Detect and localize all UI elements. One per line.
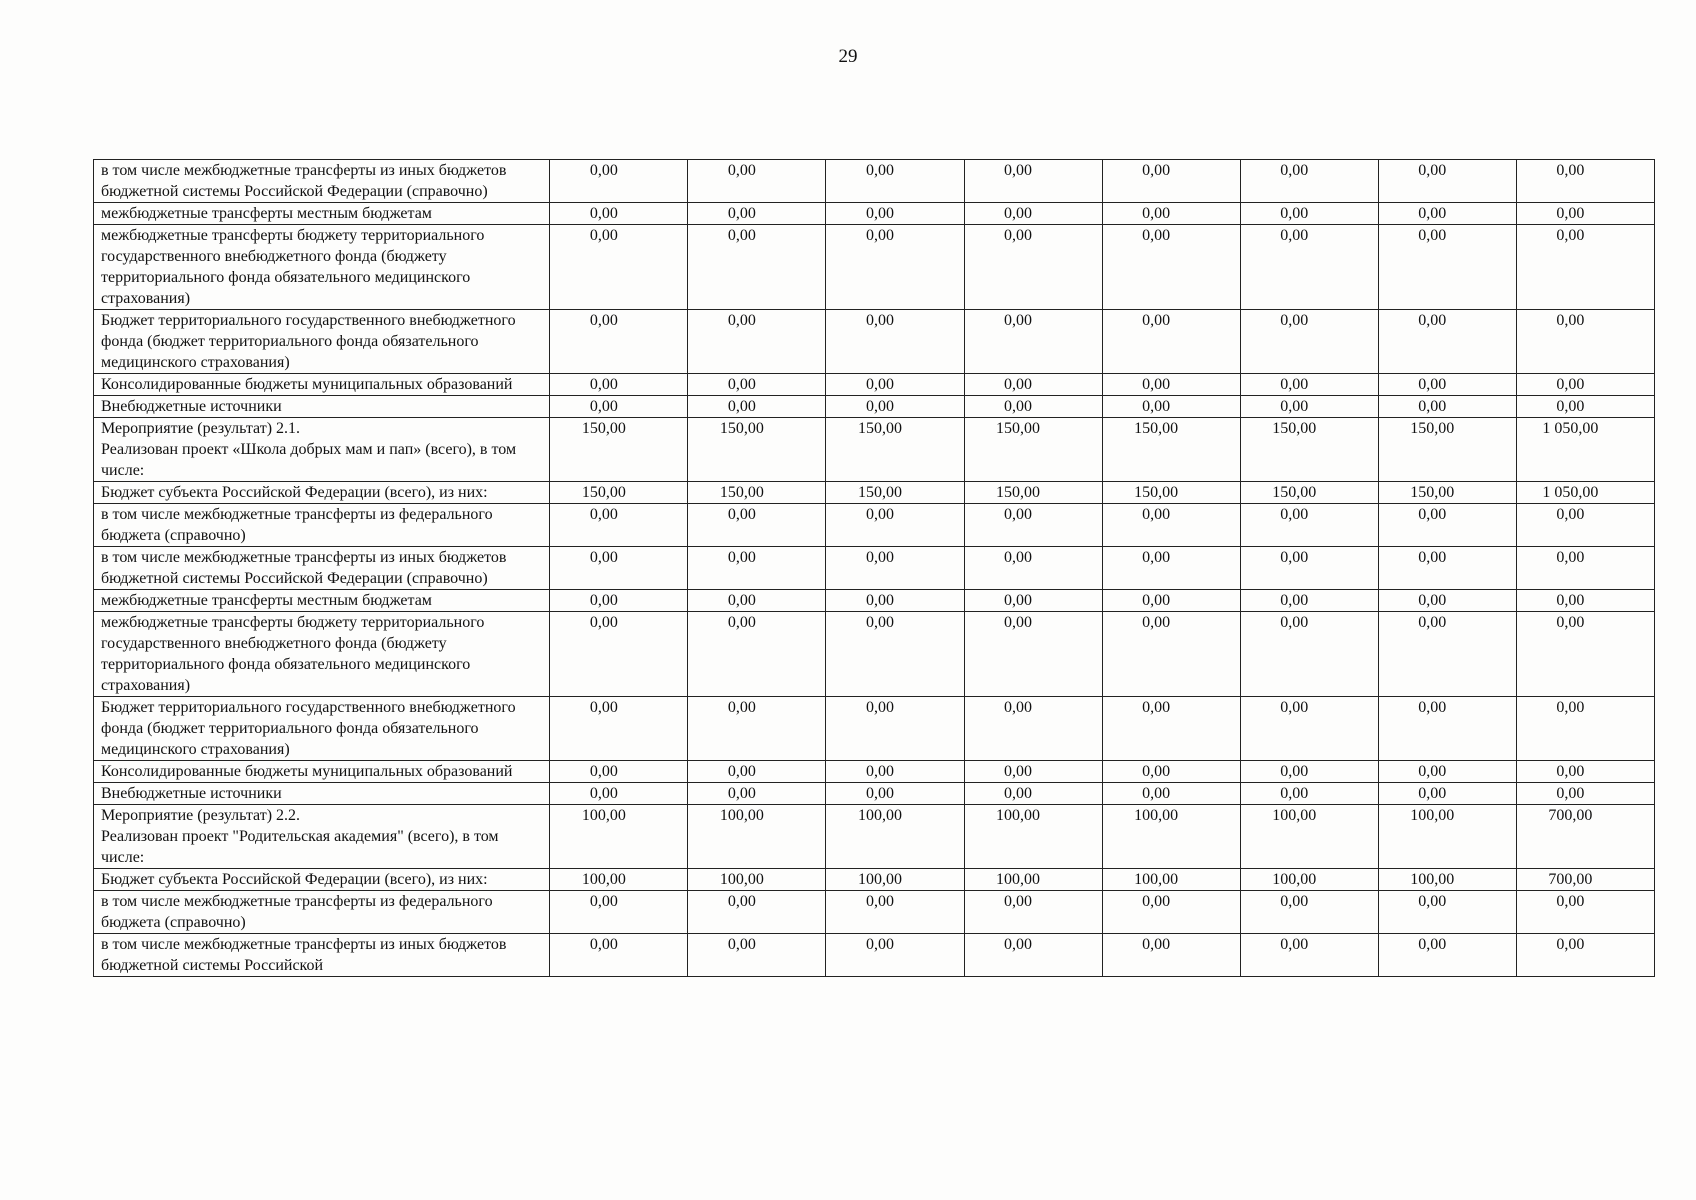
cell-value: 0,00 — [688, 612, 826, 697]
cell-value: 0,00 — [1240, 934, 1378, 977]
cell-value: 0,00 — [964, 203, 1102, 225]
cell-value: 0,00 — [826, 697, 964, 761]
cell-value: 0,00 — [964, 225, 1102, 310]
cell-value: 100,00 — [688, 805, 826, 869]
cell-value: 0,00 — [550, 160, 688, 203]
table-row — [94, 805, 1655, 869]
cell-value: 0,00 — [550, 396, 688, 418]
cell-value: 0,00 — [688, 761, 826, 783]
row-label: Консолидированные бюджеты муниципальных образований — [94, 761, 550, 783]
table-row — [94, 310, 1655, 374]
cell-value: 0,00 — [1240, 590, 1378, 612]
cell-value: 0,00 — [1516, 761, 1654, 783]
cell-value: 0,00 — [1240, 891, 1378, 934]
table-row — [94, 697, 1655, 761]
cell-value: 0,00 — [550, 761, 688, 783]
cell-value: 0,00 — [688, 891, 826, 934]
budget-table — [93, 159, 1655, 977]
cell-value: 0,00 — [1240, 374, 1378, 396]
cell-value: 0,00 — [1102, 160, 1240, 203]
cell-value: 0,00 — [1378, 547, 1516, 590]
cell-value: 0,00 — [1516, 547, 1654, 590]
table-row — [94, 203, 1655, 225]
table-row — [94, 482, 1655, 504]
table-row — [94, 547, 1655, 590]
row-label: межбюджетные трансферты бюджету территориального государственного внебюджетного фонда (бюджету территориального фонда обязательного медицинского страхования) — [94, 225, 550, 310]
table-row — [94, 934, 1655, 977]
cell-value: 0,00 — [688, 547, 826, 590]
cell-value: 0,00 — [1378, 697, 1516, 761]
budget-table-body — [94, 160, 1655, 977]
cell-value: 0,00 — [826, 504, 964, 547]
cell-value: 150,00 — [964, 482, 1102, 504]
cell-value: 0,00 — [826, 203, 964, 225]
cell-value: 0,00 — [1240, 396, 1378, 418]
cell-value: 700,00 — [1516, 869, 1654, 891]
cell-value: 0,00 — [1240, 761, 1378, 783]
cell-value: 0,00 — [964, 761, 1102, 783]
cell-value: 0,00 — [1378, 203, 1516, 225]
row-label: Внебюджетные источники — [94, 396, 550, 418]
cell-value: 0,00 — [550, 934, 688, 977]
cell-value: 100,00 — [550, 869, 688, 891]
row-label: в том числе межбюджетные трансферты из федерального бюджета (справочно) — [94, 891, 550, 934]
cell-value: 0,00 — [1378, 783, 1516, 805]
cell-value: 0,00 — [826, 225, 964, 310]
cell-value: 0,00 — [550, 590, 688, 612]
cell-value: 0,00 — [1516, 310, 1654, 374]
cell-value: 0,00 — [1102, 374, 1240, 396]
cell-value: 150,00 — [1102, 482, 1240, 504]
table-row — [94, 418, 1655, 482]
cell-value: 150,00 — [826, 418, 964, 482]
table-row — [94, 504, 1655, 547]
cell-value: 0,00 — [688, 225, 826, 310]
cell-value: 0,00 — [550, 612, 688, 697]
cell-value: 0,00 — [1516, 783, 1654, 805]
table-row — [94, 396, 1655, 418]
cell-value: 0,00 — [1378, 934, 1516, 977]
cell-value: 0,00 — [1240, 504, 1378, 547]
row-label: Мероприятие (результат) 2.1. Реализован проект «Школа добрых мам и пап» (всего), в том числе: — [94, 418, 550, 482]
cell-value: 0,00 — [1516, 590, 1654, 612]
cell-value: 150,00 — [826, 482, 964, 504]
cell-value: 100,00 — [1240, 805, 1378, 869]
cell-value: 0,00 — [1102, 612, 1240, 697]
cell-value: 700,00 — [1516, 805, 1654, 869]
cell-value: 150,00 — [688, 418, 826, 482]
table-row — [94, 225, 1655, 310]
row-label: Мероприятие (результат) 2.2. Реализован проект "Родительская академия" (всего), в том числе: — [94, 805, 550, 869]
cell-value: 0,00 — [1516, 396, 1654, 418]
cell-value: 0,00 — [826, 761, 964, 783]
cell-value: 0,00 — [826, 891, 964, 934]
cell-value: 0,00 — [964, 547, 1102, 590]
cell-value: 0,00 — [550, 225, 688, 310]
row-label: в том числе межбюджетные трансферты из федерального бюджета (справочно) — [94, 504, 550, 547]
cell-value: 100,00 — [826, 805, 964, 869]
cell-value: 0,00 — [688, 504, 826, 547]
cell-value: 0,00 — [1102, 396, 1240, 418]
row-label: Бюджет субъекта Российской Федерации (всего), из них: — [94, 869, 550, 891]
cell-value: 0,00 — [688, 374, 826, 396]
cell-value: 100,00 — [688, 869, 826, 891]
table-row — [94, 612, 1655, 697]
cell-value: 100,00 — [550, 805, 688, 869]
cell-value: 0,00 — [1378, 612, 1516, 697]
cell-value: 0,00 — [826, 160, 964, 203]
cell-value: 0,00 — [1516, 891, 1654, 934]
cell-value: 0,00 — [964, 783, 1102, 805]
cell-value: 100,00 — [1240, 869, 1378, 891]
cell-value: 0,00 — [1240, 697, 1378, 761]
cell-value: 0,00 — [1516, 374, 1654, 396]
row-label: Бюджет субъекта Российской Федерации (всего), из них: — [94, 482, 550, 504]
cell-value: 0,00 — [964, 590, 1102, 612]
cell-value: 150,00 — [1378, 418, 1516, 482]
cell-value: 0,00 — [1102, 504, 1240, 547]
cell-value: 0,00 — [1516, 160, 1654, 203]
table-row — [94, 761, 1655, 783]
cell-value: 0,00 — [1378, 310, 1516, 374]
cell-value: 0,00 — [826, 612, 964, 697]
cell-value: 0,00 — [1102, 697, 1240, 761]
cell-value: 150,00 — [550, 482, 688, 504]
cell-value: 0,00 — [1516, 225, 1654, 310]
row-label: межбюджетные трансферты местным бюджетам — [94, 203, 550, 225]
cell-value: 0,00 — [826, 374, 964, 396]
cell-value: 150,00 — [1378, 482, 1516, 504]
cell-value: 0,00 — [688, 203, 826, 225]
cell-value: 0,00 — [826, 934, 964, 977]
cell-value: 150,00 — [550, 418, 688, 482]
cell-value: 0,00 — [1516, 934, 1654, 977]
row-label: Бюджет территориального государственного внебюджетного фонда (бюджет территориального фонда обязательного медицинского страхования) — [94, 310, 550, 374]
cell-value: 0,00 — [688, 160, 826, 203]
cell-value: 0,00 — [826, 547, 964, 590]
cell-value: 0,00 — [550, 697, 688, 761]
cell-value: 0,00 — [550, 374, 688, 396]
cell-value: 0,00 — [1378, 374, 1516, 396]
row-label: в том числе межбюджетные трансферты из иных бюджетов бюджетной системы Российской Федерации (справочно) — [94, 547, 550, 590]
cell-value: 0,00 — [550, 504, 688, 547]
cell-value: 0,00 — [688, 697, 826, 761]
table-row — [94, 374, 1655, 396]
table-row — [94, 160, 1655, 203]
cell-value: 0,00 — [550, 203, 688, 225]
cell-value: 0,00 — [688, 934, 826, 977]
cell-value: 0,00 — [1102, 891, 1240, 934]
row-label: Внебюджетные источники — [94, 783, 550, 805]
cell-value: 0,00 — [1240, 612, 1378, 697]
cell-value: 0,00 — [964, 697, 1102, 761]
cell-value: 0,00 — [964, 396, 1102, 418]
cell-value: 0,00 — [826, 590, 964, 612]
row-label: в том числе межбюджетные трансферты из иных бюджетов бюджетной системы Российской — [94, 934, 550, 977]
cell-value: 0,00 — [1240, 225, 1378, 310]
cell-value: 0,00 — [688, 310, 826, 374]
table-row — [94, 783, 1655, 805]
cell-value: 0,00 — [964, 934, 1102, 977]
cell-value: 0,00 — [550, 547, 688, 590]
cell-value: 0,00 — [1516, 612, 1654, 697]
cell-value: 0,00 — [1378, 590, 1516, 612]
cell-value: 0,00 — [964, 612, 1102, 697]
cell-value: 100,00 — [1102, 805, 1240, 869]
cell-value: 0,00 — [826, 310, 964, 374]
cell-value: 100,00 — [964, 869, 1102, 891]
cell-value: 0,00 — [1516, 203, 1654, 225]
cell-value: 0,00 — [550, 891, 688, 934]
cell-value: 0,00 — [964, 504, 1102, 547]
cell-value: 100,00 — [964, 805, 1102, 869]
row-label: Бюджет территориального государственного внебюджетного фонда (бюджет территориального фонда обязательного медицинского страхования) — [94, 697, 550, 761]
cell-value: 150,00 — [1240, 418, 1378, 482]
cell-value: 0,00 — [964, 891, 1102, 934]
cell-value: 0,00 — [1102, 225, 1240, 310]
cell-value: 0,00 — [1102, 590, 1240, 612]
cell-value: 0,00 — [964, 160, 1102, 203]
cell-value: 0,00 — [1378, 504, 1516, 547]
cell-value: 0,00 — [550, 783, 688, 805]
cell-value: 0,00 — [1378, 891, 1516, 934]
cell-value: 1 050,00 — [1516, 418, 1654, 482]
cell-value: 150,00 — [964, 418, 1102, 482]
cell-value: 0,00 — [1102, 310, 1240, 374]
row-label: в том числе межбюджетные трансферты из иных бюджетов бюджетной системы Российской Федерации (справочно) — [94, 160, 550, 203]
cell-value: 0,00 — [1102, 761, 1240, 783]
page-number: 29 — [838, 46, 858, 67]
cell-value: 0,00 — [1516, 697, 1654, 761]
table-row — [94, 891, 1655, 934]
cell-value: 100,00 — [826, 869, 964, 891]
cell-value: 0,00 — [1240, 547, 1378, 590]
cell-value: 0,00 — [1240, 783, 1378, 805]
cell-value: 0,00 — [826, 396, 964, 418]
cell-value: 0,00 — [1378, 396, 1516, 418]
cell-value: 0,00 — [688, 396, 826, 418]
cell-value: 0,00 — [1102, 203, 1240, 225]
table-row — [94, 590, 1655, 612]
cell-value: 150,00 — [688, 482, 826, 504]
cell-value: 0,00 — [1240, 203, 1378, 225]
cell-value: 0,00 — [1240, 310, 1378, 374]
cell-value: 0,00 — [1378, 761, 1516, 783]
cell-value: 150,00 — [1240, 482, 1378, 504]
cell-value: 0,00 — [688, 783, 826, 805]
row-label: Консолидированные бюджеты муниципальных образований — [94, 374, 550, 396]
cell-value: 0,00 — [550, 310, 688, 374]
cell-value: 100,00 — [1378, 869, 1516, 891]
cell-value: 0,00 — [1240, 160, 1378, 203]
cell-value: 0,00 — [826, 783, 964, 805]
cell-value: 0,00 — [1378, 160, 1516, 203]
row-label: межбюджетные трансферты бюджету территориального государственного внебюджетного фонда (бюджету территориального фонда обязательного медицинского страхования) — [94, 612, 550, 697]
cell-value: 150,00 — [1102, 418, 1240, 482]
cell-value: 0,00 — [1102, 783, 1240, 805]
cell-value: 0,00 — [688, 590, 826, 612]
cell-value: 0,00 — [1516, 504, 1654, 547]
cell-value: 0,00 — [964, 310, 1102, 374]
row-label: межбюджетные трансферты местным бюджетам — [94, 590, 550, 612]
cell-value: 0,00 — [964, 374, 1102, 396]
cell-value: 100,00 — [1378, 805, 1516, 869]
cell-value: 0,00 — [1102, 547, 1240, 590]
cell-value: 0,00 — [1378, 225, 1516, 310]
cell-value: 0,00 — [1102, 934, 1240, 977]
cell-value: 1 050,00 — [1516, 482, 1654, 504]
cell-value: 100,00 — [1102, 869, 1240, 891]
table-row — [94, 869, 1655, 891]
